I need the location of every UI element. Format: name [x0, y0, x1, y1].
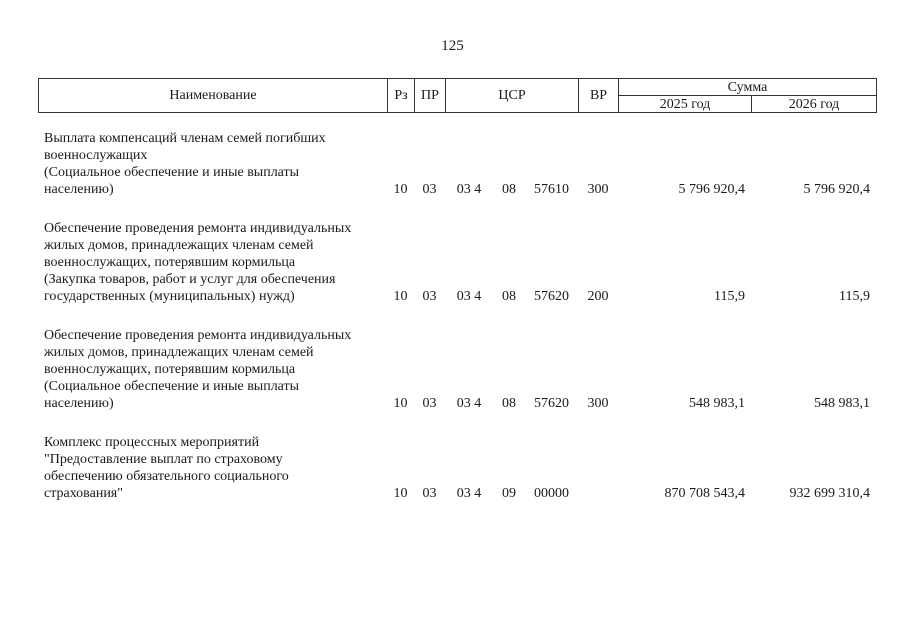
- row-sum-2025: 870 708 543,4: [664, 486, 745, 501]
- row-rz: 10: [393, 182, 408, 197]
- table-row: [38, 130, 876, 198]
- row-name-line: Комплекс процессных мероприятий: [44, 435, 260, 450]
- row-pr: 03: [422, 396, 437, 411]
- page-number: 125: [441, 38, 464, 54]
- row-name-line: Выплата компенсаций членам семей погибших: [44, 131, 326, 146]
- row-name-line: Обеспечение проведения ремонта индивидуальных: [44, 221, 352, 236]
- table-header: [38, 78, 877, 113]
- header-year-2026: 2026 год: [752, 96, 877, 113]
- row-name: [38, 327, 387, 412]
- row-csr-subprogram: 09: [502, 486, 516, 501]
- row-name-line: Обеспечение проведения ремонта индивидуальных: [44, 328, 352, 343]
- row-vr: 300: [587, 396, 609, 411]
- header-pr: ПР: [415, 79, 446, 113]
- row-name-line: жилых домов, принадлежащих членам семей: [44, 345, 314, 360]
- row-name: [38, 220, 387, 305]
- row-csr-subprogram: 08: [502, 396, 516, 411]
- row-sum-2026: 5 796 920,4: [803, 182, 870, 197]
- row-vr: [578, 434, 618, 502]
- row-csr-program: 03 4: [456, 289, 482, 304]
- row-sum-2025: 5 796 920,4: [678, 182, 745, 197]
- row-name-line: (Закупка товаров, работ и услуг для обеспечения: [44, 272, 336, 287]
- row-csr-code: 57620: [534, 289, 569, 304]
- row-csr-subprogram: 08: [502, 289, 516, 304]
- row-csr-code: 57620: [534, 396, 569, 411]
- row-name: [38, 130, 387, 198]
- row-name-line: (Социальное обеспечение и иные выплаты: [44, 379, 300, 394]
- row-csr-subprogram: 08: [502, 182, 516, 197]
- row-rz: 10: [393, 396, 408, 411]
- header-csr: ЦСР: [446, 79, 579, 113]
- row-vr: 300: [587, 182, 609, 197]
- row-sum-2026: 932 699 310,4: [789, 486, 870, 501]
- table-row: [38, 434, 876, 502]
- budget-table: [38, 130, 876, 502]
- row-csr-program: 03 4: [456, 396, 482, 411]
- row-name-line: военнослужащих, потерявшим кормильца: [44, 362, 296, 377]
- row-sum-2025: 548 983,1: [689, 396, 745, 411]
- row-sum-2025: 115,9: [714, 289, 745, 304]
- table-row: [38, 327, 876, 412]
- header-rz: Рз: [388, 79, 415, 113]
- row-name-line: обеспечению обязательного социального: [44, 469, 289, 484]
- row-rz: 10: [393, 289, 408, 304]
- row-sum-2026: 115,9: [839, 289, 870, 304]
- row-csr-code: 57610: [534, 182, 569, 197]
- row-sum-2026: 548 983,1: [814, 396, 870, 411]
- row-csr-program: 03 4: [456, 486, 482, 501]
- table-row: [38, 220, 876, 305]
- row-csr-program: 03 4: [456, 182, 482, 197]
- row-name-line: жилых домов, принадлежащих членам семей: [44, 238, 314, 253]
- row-name-line: "Предоставление выплат по страховому: [44, 452, 283, 467]
- row-name-line: военнослужащих: [44, 148, 148, 163]
- row-name-line: населению): [44, 396, 114, 411]
- row-name-line: военнослужащих, потерявшим кормильца: [44, 255, 296, 270]
- header-year-2025: 2025 год: [619, 96, 752, 113]
- row-name-line: (Социальное обеспечение и иные выплаты: [44, 165, 300, 180]
- row-name-line: страхования": [44, 486, 123, 501]
- row-name: [38, 434, 387, 502]
- row-csr-code: 00000: [534, 486, 569, 501]
- header-name: Наименование: [39, 79, 388, 113]
- row-vr: 200: [587, 289, 609, 304]
- header-vr: ВР: [579, 79, 619, 113]
- row-name-line: населению): [44, 182, 114, 197]
- row-rz: 10: [393, 486, 408, 501]
- row-pr: 03: [422, 182, 437, 197]
- header-sum: Сумма: [619, 79, 877, 96]
- row-pr: 03: [422, 486, 437, 501]
- row-name-line: государственных (муниципальных) нужд): [44, 289, 295, 304]
- row-pr: 03: [422, 289, 437, 304]
